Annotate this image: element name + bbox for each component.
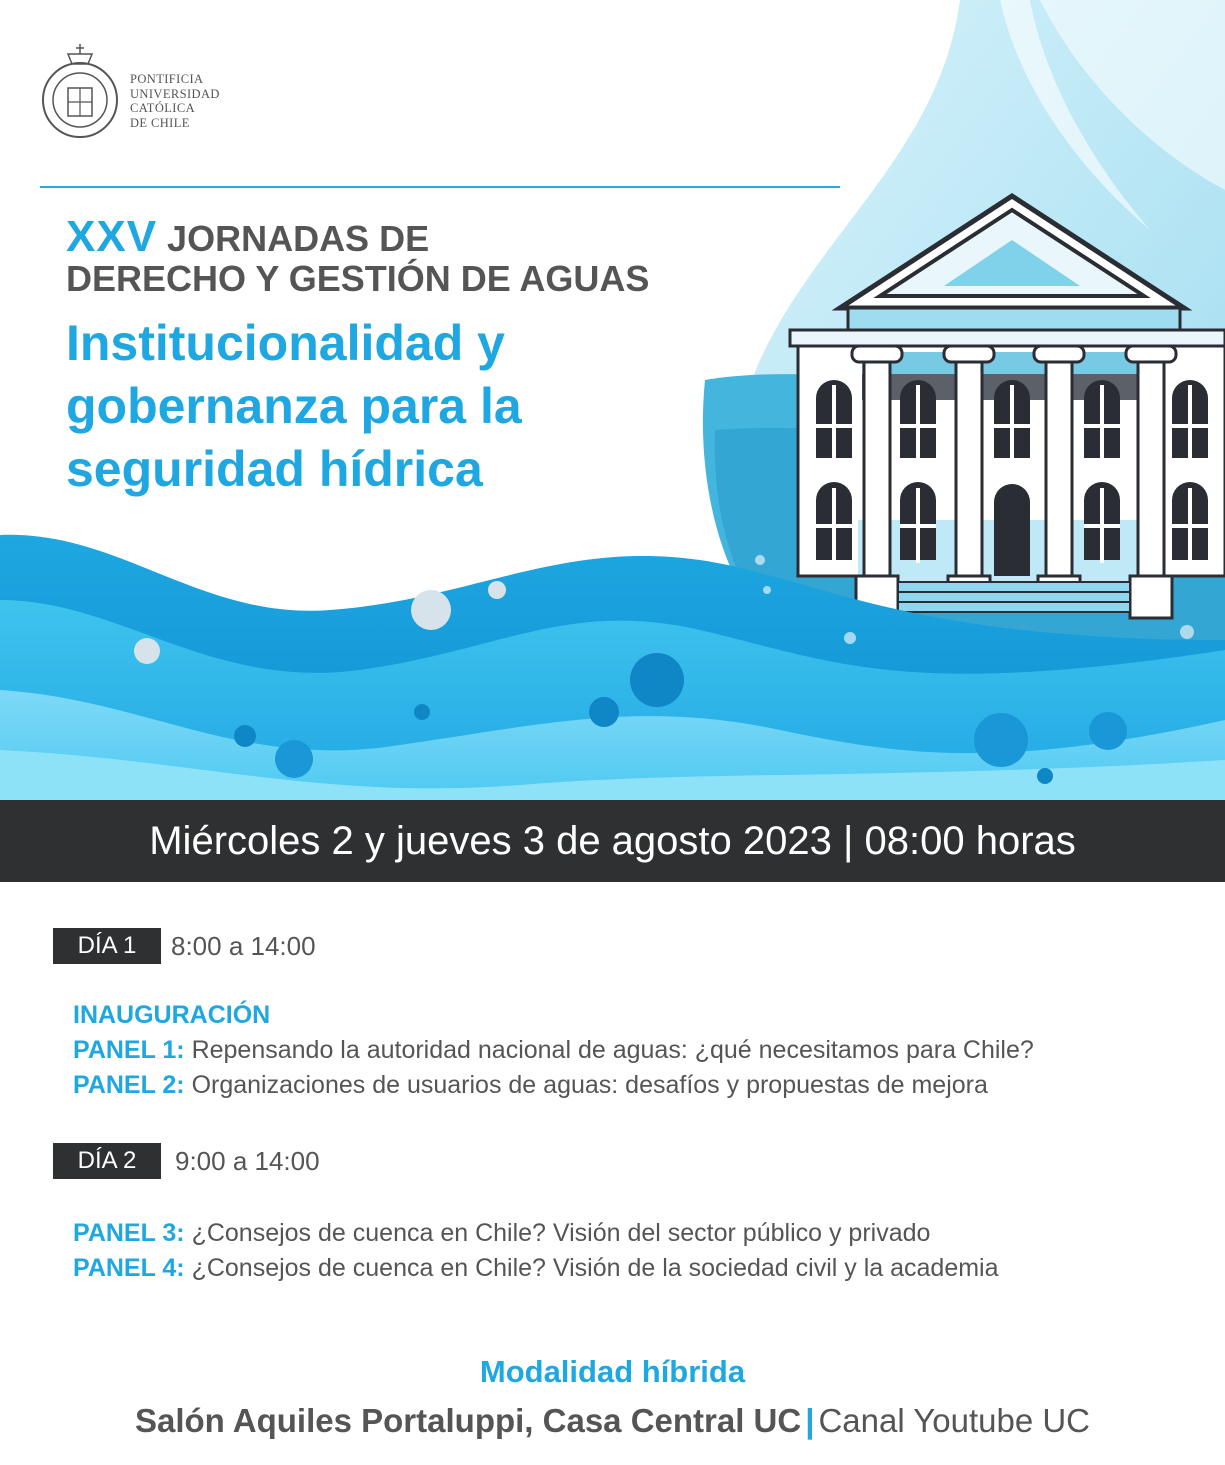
panel-item [73, 1251, 999, 1286]
logo-line: UNIVERSIDAD [130, 86, 220, 101]
venue-separator: | [805, 1402, 815, 1439]
panel-text: ¿Consejos de cuenca en Chile? Visión del sector público y privado [191, 1219, 931, 1247]
inauguration-label: INAUGURACIÓN [73, 1001, 271, 1029]
subtitle-line: seguridad hídrica [66, 441, 483, 497]
title-block [66, 212, 649, 501]
day-1-header [53, 928, 316, 964]
edition-number: XXV [66, 212, 158, 261]
university-name [130, 72, 220, 130]
day-time: 8:00 a 14:00 [171, 930, 316, 961]
event-title-part-2: DERECHO Y GESTIÓN DE AGUAS [66, 258, 650, 299]
logo-line: PONTIFICIA [130, 72, 204, 86]
day-badge: DÍA 2 [53, 1143, 161, 1179]
title-line-1 [66, 212, 649, 262]
panel-label: PANEL 1: [73, 1036, 185, 1064]
panel-text: Repensando la autoridad nacional de aguas: ¿qué necesitamos para Chile? [191, 1036, 1034, 1064]
subtitle-line: gobernanza para la [66, 378, 522, 434]
logo-line: CATÓLICA [130, 101, 196, 116]
day-2-header [53, 1143, 320, 1179]
logo-line: DE CHILE [130, 115, 190, 130]
panel-item [73, 1068, 1034, 1103]
day-time: 9:00 a 14:00 [175, 1145, 320, 1176]
event-venue [0, 1402, 1225, 1440]
event-subtitle [66, 312, 649, 501]
day-badge: DÍA 1 [53, 928, 161, 964]
panel-label: PANEL 2: [73, 1071, 185, 1099]
panel-item [73, 1033, 1034, 1068]
panel-item [73, 1216, 999, 1251]
youtube-channel: Canal Youtube UC [818, 1402, 1091, 1439]
panel-label: PANEL 4: [73, 1254, 185, 1282]
panel-text: Organizaciones de usuarios de aguas: desafíos y propuestas de mejora [191, 1071, 988, 1099]
panel-label: PANEL 3: [73, 1219, 185, 1247]
date-bar [0, 800, 1225, 882]
event-modality: Modalidad híbrida [479, 1354, 746, 1389]
venue-name: Salón Aquiles Portaluppi, Casa Central UC [134, 1402, 802, 1439]
event-date: Miércoles 2 y jueves 3 de agosto 2023 | 08:00 horas [149, 818, 1076, 863]
day-1-agenda [73, 998, 1034, 1103]
event-title-part-1: JORNADAS DE [167, 218, 430, 259]
header-divider [40, 186, 840, 188]
subtitle-line: Institucionalidad y [66, 315, 505, 371]
university-seal-icon [40, 38, 125, 148]
panel-text: ¿Consejos de cuenca en Chile? Visión de la sociedad civil y la academia [191, 1254, 999, 1282]
day-2-agenda [73, 1216, 999, 1286]
